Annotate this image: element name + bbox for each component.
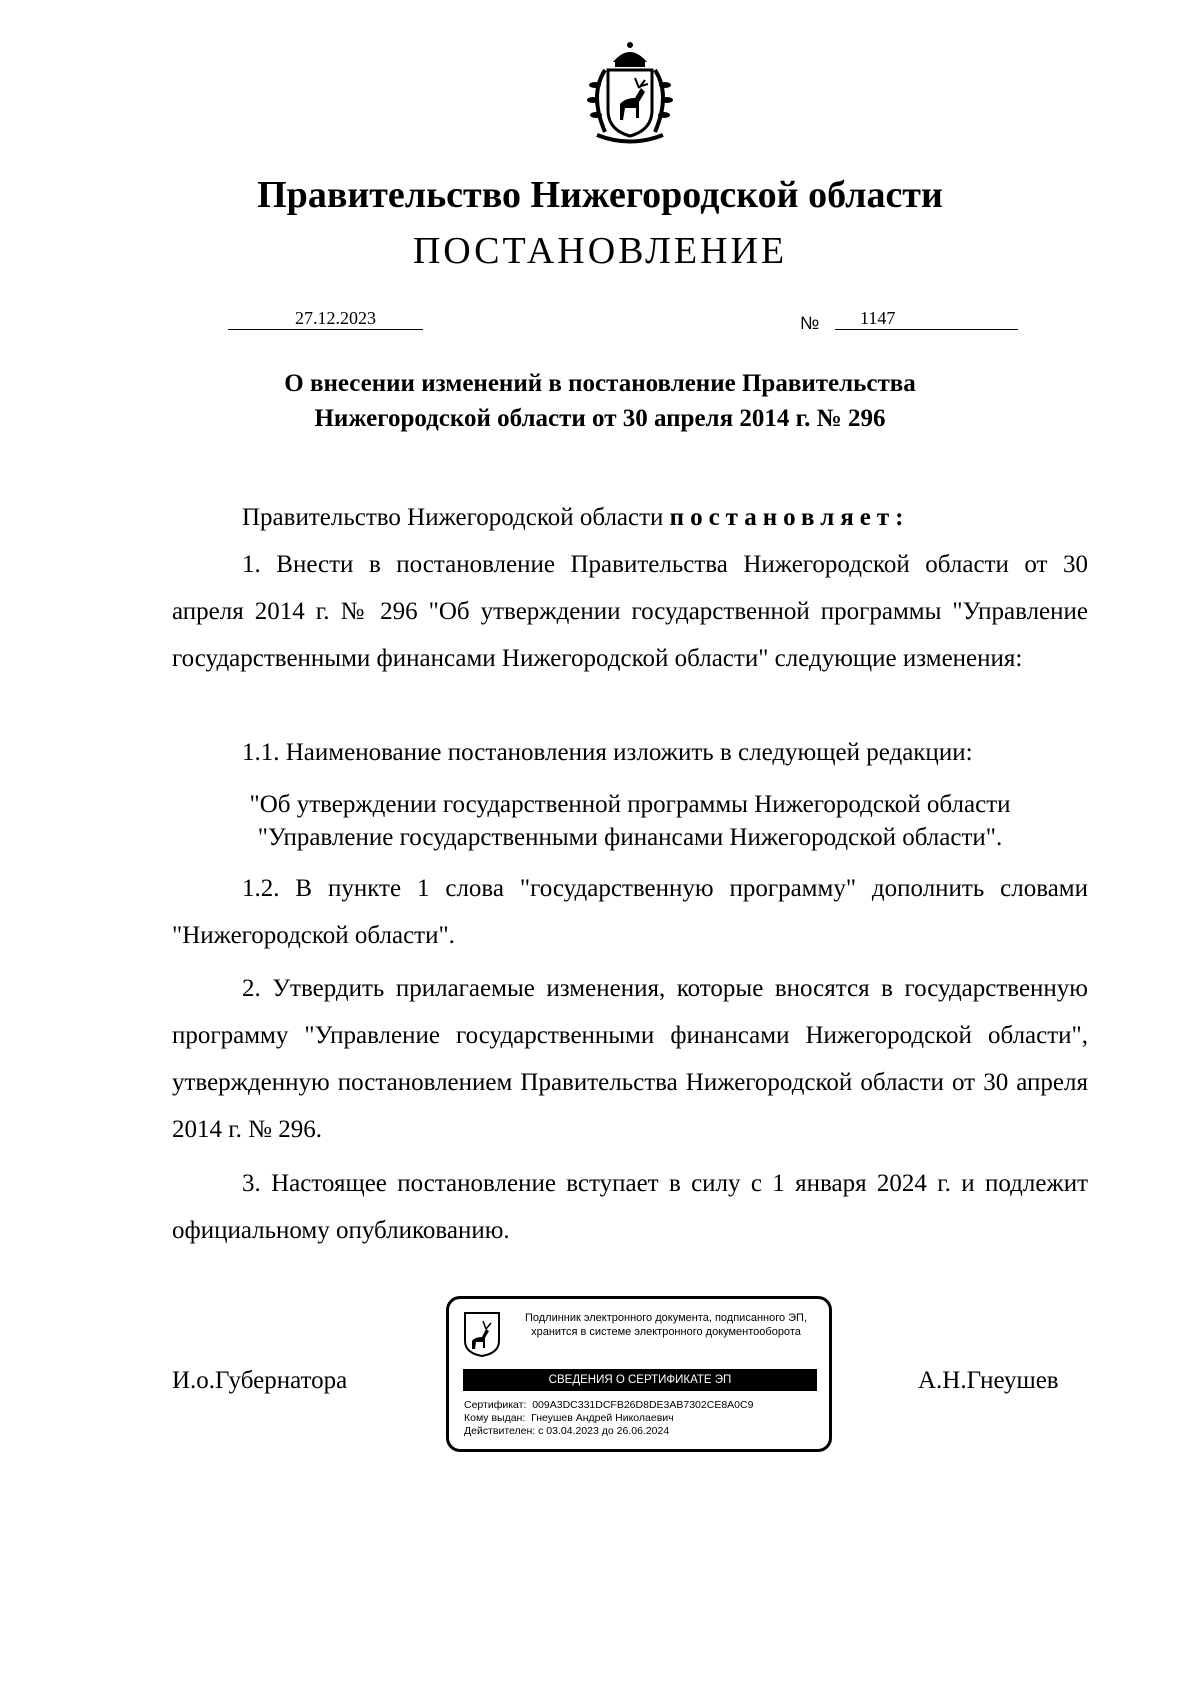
stamp-validity-row — [464, 1425, 669, 1438]
government-name: Правительство Нижегородской области — [257, 174, 943, 216]
preamble — [172, 494, 1088, 541]
owner-value: Гнеушев Андрей Николаевич — [531, 1412, 674, 1424]
signer-name: А.Н.Гнеушев — [918, 1367, 1059, 1394]
electronic-signature-stamp — [446, 1296, 832, 1452]
subject-line-1: О внесении изменений в постановление Правительства — [284, 370, 916, 397]
number-sign: № — [800, 313, 820, 333]
paragraph-2 — [172, 965, 1088, 1153]
paragraph-1-1-text: 1.1. Наименование постановления изложить в следующей редакции: — [242, 739, 973, 766]
stamp-line-2: хранится в системе электронного документооборота — [531, 1326, 801, 1338]
coat-of-arms-icon — [575, 40, 685, 145]
preamble-text: Правительство Нижегородской области — [242, 504, 664, 531]
stamp-certificate-row — [464, 1399, 753, 1412]
document-date: 27.12.2023 — [228, 307, 423, 330]
quoted-title-line-2: "Управление государственными финансами Нижегородской области". — [257, 824, 1003, 851]
paragraph-1-1 — [172, 729, 1088, 776]
document-subject — [0, 366, 1200, 436]
stamp-line-1: Подлинник электронного документа, подписанного ЭП, — [524, 1312, 808, 1324]
paragraph-1-2 — [172, 865, 1088, 959]
validity-value: с 03.04.2023 до 26.06.2024 — [538, 1425, 670, 1437]
preamble-resolves: постановляет: — [669, 504, 910, 531]
owner-label: Кому выдан: — [464, 1412, 526, 1424]
paragraph-3-text: 3. Настоящее постановление вступает в силу с 1 января 2024 г. и подлежит официальному опубликованию. — [172, 1170, 1088, 1244]
quoted-title-line-1: "Об утверждении государственной программы Нижегородской области — [249, 791, 1011, 818]
validity-label: Действителен: — [464, 1425, 536, 1437]
paragraph-3 — [172, 1160, 1088, 1254]
paragraph-2-text: 2. Утвердить прилагаемые изменения, которые вносятся в государственную программу "Управление государственными финансами Нижегородской области", утвержденную постановлением Правительства Нижегородской области от 30 апреля 2014 г. № 296. — [172, 975, 1088, 1143]
certificate-value: 009A3DC331DCFB26D8DE3AB7302CE8A0C9 — [532, 1399, 754, 1411]
document-number: 1147 — [835, 307, 1018, 330]
stamp-certificate-header: СВЕДЕНИЯ О СЕРТИФИКАТЕ ЭП — [463, 1369, 817, 1391]
paragraph-1-2-text: 1.2. В пункте 1 слова "государственную программу" дополнить словами "Нижегородской области". — [172, 875, 1088, 949]
paragraph-1 — [172, 541, 1088, 682]
quoted-title — [172, 788, 1088, 854]
certificate-label: Сертификат: — [464, 1399, 527, 1411]
stamp-owner-row — [464, 1412, 674, 1425]
subject-line-2: Нижегородской области от 30 апреля 2014 г. № 296 — [314, 405, 886, 432]
document-type: ПОСТАНОВЛЕНИЕ — [412, 230, 788, 272]
deer-emblem-icon — [463, 1311, 501, 1357]
signer-position: И.о.Губернатора — [172, 1367, 348, 1394]
paragraph-1-text: 1. Внести в постановление Правительства Нижегородской области от 30 апреля 2014 г. № 296 "Об утверждении государственной программы "Управление государственными финансами Нижегородской области" следующие изменения: — [172, 551, 1088, 672]
